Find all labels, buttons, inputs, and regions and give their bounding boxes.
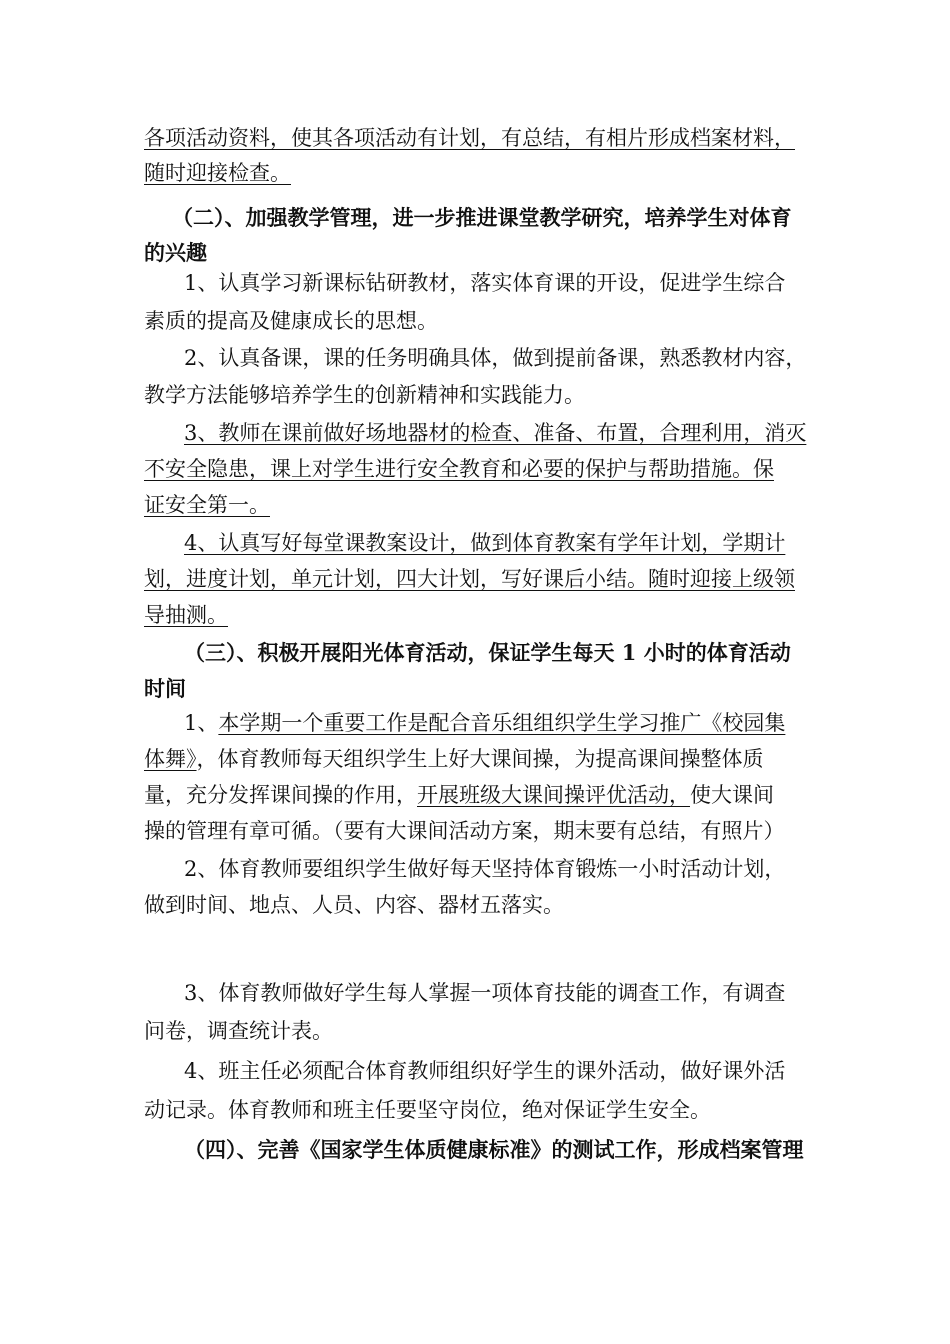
text-line: 2、体育教师要组织学生做好每天坚持体育锻炼一小时活动计划， [184, 857, 786, 881]
text-line: 导抽测。 [144, 603, 228, 627]
text-line: 问卷，调查统计表。 [144, 1019, 333, 1043]
text-segment: 1、 [184, 711, 219, 735]
text-line: 3、教师在课前做好场地器材的检查、准备、布置，合理利用，消灭 [184, 421, 807, 445]
text-line: 4、班主任必须配合体育教师组织好学生的课外活动，做好课外活 [184, 1059, 786, 1083]
text-segment-underlined: 体舞》 [144, 747, 197, 771]
text-line: 做到时间、地点、人员、内容、器材五落实。 [144, 893, 564, 917]
section-heading: （三）、积极开展阳光体育活动，保证学生每天 1 小时的体育活动 [184, 640, 791, 665]
text-line: 2、认真备课，课的任务明确具体，做到提前备课，熟悉教材内容， [184, 346, 807, 370]
text-segment-underlined: 本学期一个重要工作是配合音乐组组织学生学习推广《校园集 [218, 711, 786, 735]
text-line: 不安全隐患，课上对学生进行安全教育和必要的保护与帮助措施。保 [144, 457, 774, 481]
text-line: 1、认真学习新课标钻研教材，落实体育课的开设，促进学生综合 [184, 271, 786, 295]
section-heading: （二）、加强教学管理，进一步推进课堂教学研究，培养学生对体育 [172, 205, 792, 230]
text-line: 划，进度计划，单元计划，四大计划，写好课后小结。随时迎接上级领 [144, 567, 795, 591]
text-line: 证安全第一。 [144, 493, 270, 517]
section-heading: （四）、完善《国家学生体质健康标准》的测试工作，形成档案管理 [184, 1137, 804, 1162]
text-line [144, 746, 764, 772]
section-heading: 时间 [144, 676, 186, 701]
text-line: 动记录。体育教师和班主任要坚守岗位，绝对保证学生安全。 [144, 1098, 711, 1122]
text-line: 教学方法能够培养学生的创新精神和实践能力。 [144, 383, 585, 407]
text-line [184, 710, 785, 736]
text-line: 3、体育教师做好学生每人掌握一项体育技能的调查工作，有调查 [184, 981, 786, 1005]
text-segment: 使大课间 [690, 783, 774, 807]
text-line: 随时迎接检查。 [144, 161, 291, 185]
text-line: 4、认真写好每堂课教案设计，做到体育教案有学年计划，学期计 [184, 531, 786, 555]
text-segment: 量，充分发挥课间操的作用， [144, 783, 417, 807]
text-line: 各项活动资料，使其各项活动有计划，有总结，有相片形成档案材料， [144, 126, 795, 150]
text-line [144, 782, 774, 808]
text-segment-underlined: 开展班级大课间操评优活动， [417, 783, 690, 807]
text-line: 素质的提高及健康成长的思想。 [144, 309, 438, 333]
text-line: 操的管理有章可循。（要有大课间活动方案，期末要有总结，有照片） [144, 819, 785, 843]
text-segment: ，体育教师每天组织学生上好大课间操，为提高课间操整体质 [196, 747, 764, 771]
section-heading: 的兴趣 [144, 240, 207, 265]
